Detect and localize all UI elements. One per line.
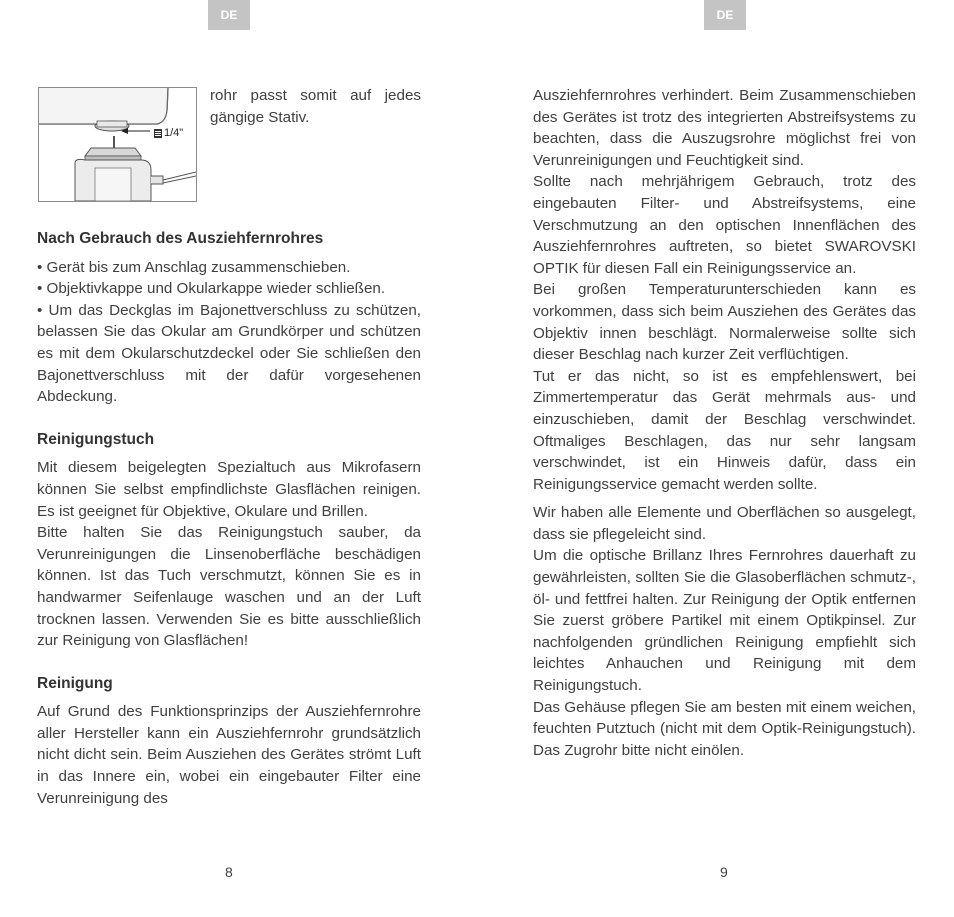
list-item: • Um das Deckglas im Bajonettverschluss zu schützen, belassen Sie das Okular am Grundkörper und schützen es mit dem Okularschutzdeckel oder Sie schließen den Bajonettverschluss mit der dafür vorgesehenen Abdeckung. — [37, 301, 421, 406]
paragraph: Wir haben alle Elemente und Oberflächen so ausgelegt, dass sie pflegeleicht sind. — [533, 504, 916, 543]
thread-size-icon — [154, 129, 162, 138]
paragraph: Ausziehfernrohres verhindert. Beim Zusammenschieben des Gerätes ist trotz des integrierten Abstreifsystems zu beachten, dass die Auszugsrohre möglichst frei von Verunreinigungen und Feuchtigkeit sind. — [533, 87, 916, 169]
thread-size-label: 1/4" — [164, 127, 184, 139]
page-number-right: 9 — [720, 864, 728, 880]
tripod-thread-drawing — [39, 88, 196, 201]
section-heading-cleaning: Reinigung — [37, 674, 113, 692]
tripod-thread-figure — [38, 87, 197, 202]
paragraph: Mit diesem beigelegten Spezialtuch aus Mikrofasern können Sie selbst empfindlichste Glasflächen reinigen. Es ist geeignet für Objektive, Okulare und Brillen. — [37, 459, 421, 520]
language-tab-left: DE — [208, 0, 250, 30]
left-column — [37, 228, 421, 809]
list-item: • Gerät bis zum Anschlag zusammenschieben. — [37, 258, 351, 276]
paragraph: Sollte nach mehrjährigem Gebrauch, trotz des eingebauten Filter- und Abstreifsystems, eine Verschmutzung an den optischen Innenflächen des Ausziehfernrohres auftreten, so bietet SWAROVSKI OPTIK für diesen Fall ein Reinigungsservice an. — [533, 173, 916, 277]
paragraph: Das Gehäuse pflegen Sie am besten mit einem weichen, feuchten Putztuch (nicht mit dem Optik-Reinigungstuch). Das Zugrohr bitte nicht einölen. — [533, 698, 916, 759]
paragraph: Bei großen Temperaturunterschieden kann es vorkommen, dass sich beim Ausziehen des Gerätes das Objektiv innen beschlägt. Normalerweise sollte sich dieser Beschlag nach kurzer Zeit verflüchtigen. — [533, 281, 916, 364]
section-heading-after-use: Nach Gebrauch des Ausziehfernrohres — [37, 230, 324, 247]
section-heading-cleaning-cloth: Reinigungstuch — [37, 430, 155, 448]
after-use-list — [37, 257, 421, 408]
list-item: • Objektivkappe und Okularkappe wieder schließen. — [37, 280, 386, 298]
paragraph: Auf Grund des Funktionsprinzips der Ausziehfernrohre aller Hersteller kann ein Ausziehfernrohr grundsätzlich nicht dicht sein. Beim Ausziehen des Gerätes strömt Luft in das Innere ein, wobei ein eingebauter Filter eine Verunreinigung des — [37, 703, 421, 807]
paragraph: Bitte halten Sie das Reinigungstuch sauber, da Verunreinigungen die Linsenoberfläche beschädigen können. Ist das Tuch verschmutzt, können Sie es in handwarmer Seifenlauge waschen und an der Luft trocknen lassen. Verwenden Sie es bitte ausschließlich zur Reinigung von Glasflächen! — [37, 524, 421, 650]
figure-caption-text: rohr passt somit auf jedes gängige Stativ. — [210, 87, 421, 126]
paragraph: Tut er das nicht, so ist es empfehlenswert, bei Zimmertemperatur das Gerät mehrmals aus- und einzuschieben, damit der Beschlag verschwindet. Oftmaliges Beschlagen, das nur sehr langsam verschwindet, ist ein Hinweis dafür, dass ein Reinigungsservice gemacht werden sollte. — [533, 367, 916, 493]
right-column — [533, 85, 916, 761]
page-number-left: 8 — [225, 864, 233, 880]
paragraph: Um die optische Brillanz Ihres Fernrohres dauerhaft zu gewährleisten, sollten Sie die Glasoberflächen schmutz-, öl- und fettfrei halten. Zur Reinigung der Optik entfernen Sie zuerst gröbere Partikel mit einem Optikpinsel. Zur nachfolgenden gründlichen Reinigung empfiehlt sich leichtes Anhauchen und Reinigung mit dem Reinigungstuch. — [533, 547, 916, 695]
language-tab-right: DE — [704, 0, 746, 30]
